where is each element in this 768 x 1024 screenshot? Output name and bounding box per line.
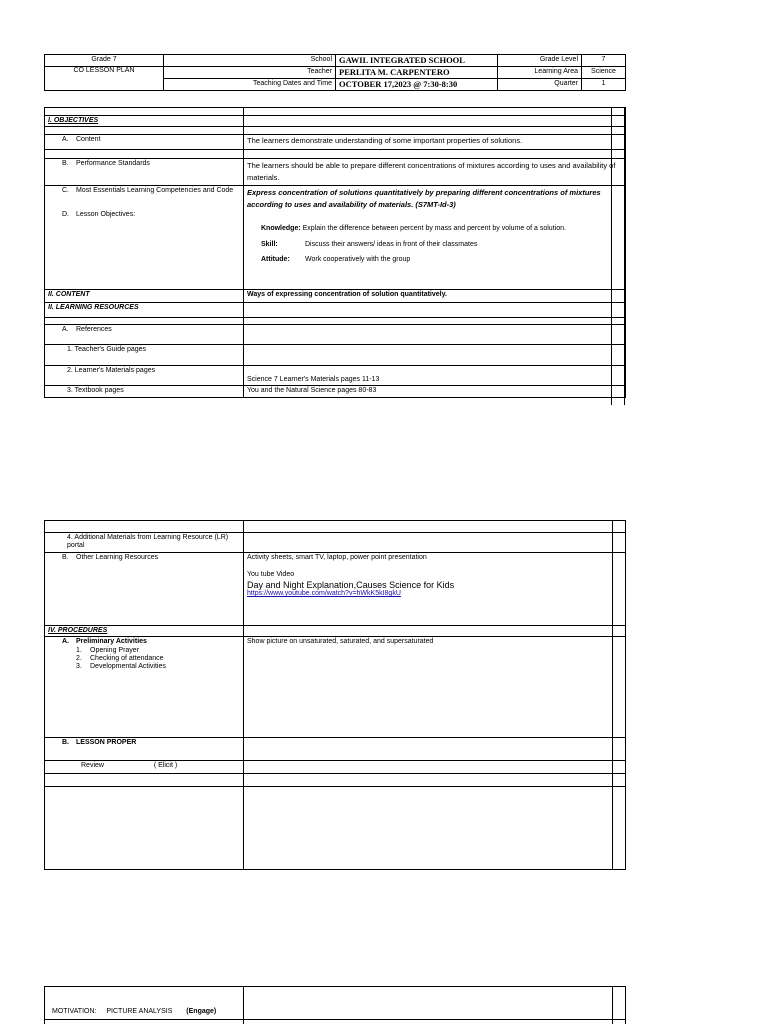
melc-cell xyxy=(244,186,626,290)
grade-cell: Grade 7 xyxy=(45,55,164,67)
other-resources-label: B. Other Learning Resources xyxy=(45,552,244,625)
objectives-table xyxy=(44,107,626,398)
performance-label: B. Performance Standards xyxy=(45,159,244,186)
other-resources-text: Activity sheets, smart TV, laptop, power point presentation xyxy=(247,553,427,561)
elicit-label: ( Elicit ) xyxy=(153,762,178,770)
video-link[interactable]: https://www.youtube.com/watch?v=hWkK5kI8gkU xyxy=(247,590,401,598)
review-row xyxy=(45,761,244,774)
textbook-text: You and the Natural Science pages 80-83 xyxy=(244,386,626,397)
prelim-item: 3. Developmental Activities xyxy=(76,663,166,671)
procedures-heading: IV. PROCEDURES xyxy=(45,625,244,636)
teacher-label: Teacher xyxy=(164,67,336,79)
quarter-value: 1 xyxy=(582,79,626,91)
learners-materials-label: 2. Learner's Materials pages xyxy=(45,366,244,386)
video-title: Day and Night Explanation,Causes Science for Kids xyxy=(247,579,455,590)
textbook-label: 3. Textbook pages xyxy=(45,386,244,397)
content-text: The learners demonstrate understanding of some important properties of solutions. xyxy=(244,135,626,150)
performance-text: The learners should be able to prepare different concentrations of mixtures according to uses and availability of materials. xyxy=(244,159,626,186)
youtube-label: You tube Video xyxy=(247,571,295,579)
school-label: School xyxy=(164,55,336,67)
references-label: A. References xyxy=(45,325,244,345)
dates-value: OCTOBER 17,2023 @ 7:30-8:30 xyxy=(336,79,498,91)
content-row-label: A. Content xyxy=(45,135,244,150)
motivation-row xyxy=(45,987,244,1020)
preliminary-text: Show picture on unsaturated, saturated, and supersaturated xyxy=(244,637,613,738)
review-label: Review xyxy=(81,762,104,770)
content-heading-text: Ways of expressing concentration of solution quantitatively. xyxy=(244,290,626,303)
learners-materials-text: Science 7 Learner's Materials pages 11-13 xyxy=(244,366,626,386)
resources-heading: II. LEARNING RESOURCES xyxy=(45,303,244,318)
engage-label: (Engage) xyxy=(186,1007,217,1015)
teacher-value: PERLITA M. CARPENTERO xyxy=(336,67,498,79)
attitude-objective: Attitude: Work cooperatively with the group xyxy=(261,256,411,264)
lesson-proper-label: B. LESSON PROPER xyxy=(45,738,244,761)
plan-type-cell: CO LESSON PLAN xyxy=(45,67,164,91)
prelim-item: 1. Opening Prayer xyxy=(76,646,140,654)
header-table xyxy=(44,54,626,91)
learning-area-value: Science xyxy=(582,67,626,79)
melc-text: Express concentration of solutions quantitatively by preparing different concentrations of mixtures according to uses and availability of materials. (S7MT-Id-3) xyxy=(247,188,601,210)
content-heading: II. CONTENT xyxy=(45,290,244,303)
grade-level-value: 7 xyxy=(582,55,626,67)
learning-area-label: Learning Area xyxy=(498,67,582,79)
procedures-table xyxy=(44,520,626,870)
motivation-table xyxy=(44,986,626,1024)
skill-objective: Skill: Discuss their answers/ ideas in front of their classmates xyxy=(261,240,478,248)
additional-materials-label: 4. Additional Materials from Learning Resource (LR) portal xyxy=(45,533,244,553)
quarter-label: Quarter xyxy=(498,79,582,91)
school-value: GAWIL INTEGRATED SCHOOL xyxy=(336,55,498,67)
dates-label: Teaching Dates and Time xyxy=(164,79,336,91)
preliminary-activities: A. Preliminary Activities 1. Opening Prayer 2. Checking of attendance 3. Developmental Activities xyxy=(45,637,244,738)
grade-level-label: Grade Level xyxy=(498,55,582,67)
picture-analysis-label: PICTURE ANALYSIS xyxy=(106,1007,173,1015)
melc-label: C. Most Essentials Learning Competencies and Code D. Lesson Objectives: xyxy=(45,186,244,290)
objectives-heading: I. OBJECTIVES xyxy=(45,116,244,127)
prelim-item: 2. Checking of attendance xyxy=(76,654,164,662)
teachers-guide-label: 1. Teacher's Guide pages xyxy=(45,345,244,366)
motivation-label: MOTIVATION: xyxy=(52,1007,97,1015)
other-resources-cell xyxy=(244,552,613,625)
knowledge-objective: Knowledge: Explain the difference between percent by mass and percent by volume of a solution. xyxy=(261,225,566,233)
side-bar-1 xyxy=(611,107,625,405)
